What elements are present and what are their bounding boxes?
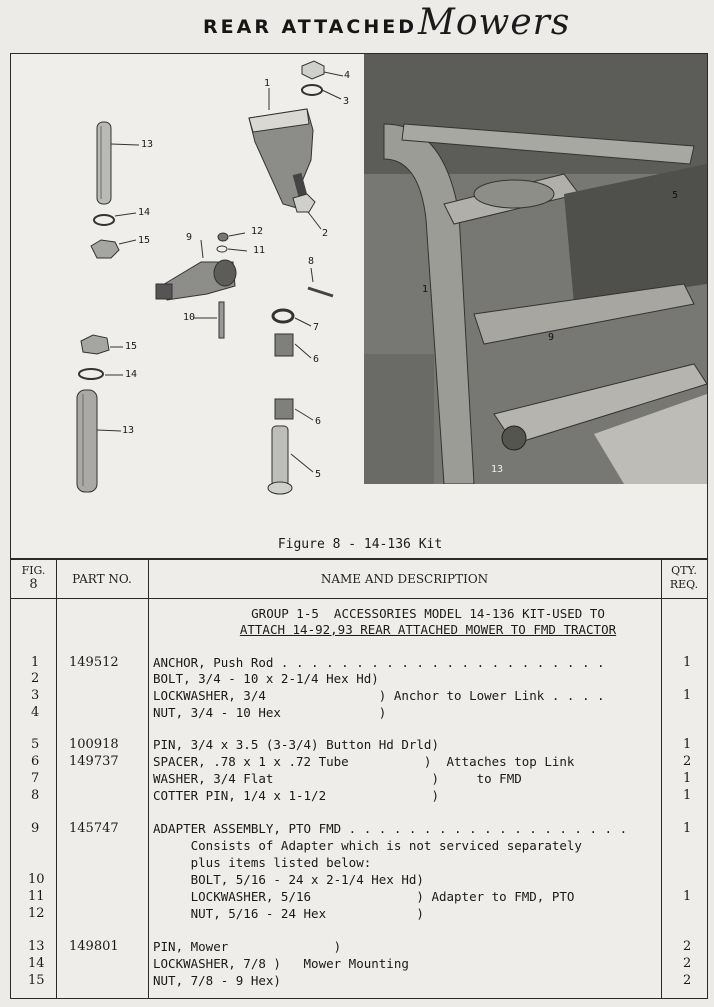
photo-callout-1: 1 (422, 284, 429, 295)
group-title-line-1: GROUP 1-5 ACCESSORIES MODEL 14-136 KIT-USED TO (251, 606, 605, 621)
header-fig (11, 564, 56, 592)
fig-number: 14 (28, 956, 45, 971)
fig-number: 9 (31, 821, 40, 836)
description: ADAPTER ASSEMBLY, PTO FMD . . . . . . . . . . . . . . . . . . . (153, 821, 628, 836)
description: COTTER PIN, 1/4 x 1-1/2 ) (153, 788, 439, 803)
callout-6-lower: 6 (315, 416, 322, 427)
callout-1: 1 (264, 78, 271, 89)
fig-number: 5 (31, 737, 40, 752)
figure-caption: Figure 8 - 14-136 Kit (277, 537, 443, 552)
header-qty-label: QTY. (671, 564, 697, 577)
part-number: 145747 (69, 821, 119, 836)
description: BOLT, 5/16 - 24 x 2-1/4 Hex Hd) (153, 872, 424, 887)
callout-12: 12 (251, 226, 264, 237)
photo-callout-13: 13 (491, 464, 504, 475)
callout-13-upper: 13 (141, 139, 154, 150)
callout-14-upper: 14 (138, 207, 151, 218)
description: Consists of Adapter which is not serviced separately (153, 838, 582, 853)
description: WASHER, 3/4 Flat ) to FMD (153, 771, 522, 786)
column-divider (56, 560, 57, 998)
description: plus items listed below: (153, 855, 372, 870)
description: SPACER, .78 x 1 x .72 Tube ) Attaches top Link (153, 754, 575, 769)
callout-7: 7 (313, 322, 320, 333)
photo-illustration (364, 54, 707, 484)
callout-6-upper: 6 (313, 354, 320, 365)
quantity: 2 (683, 939, 692, 954)
callout-9: 9 (186, 232, 193, 243)
header-divider (11, 598, 707, 599)
callout-11: 11 (253, 245, 266, 256)
header-part-no: PART NO. (72, 572, 132, 586)
tractor-hitch-photo (364, 54, 707, 484)
part-number: 100918 (69, 737, 119, 752)
description: NUT, 7/8 - 9 Hex) (153, 973, 281, 988)
quantity: 2 (683, 956, 692, 971)
description: LOCKWASHER, 3/4 ) Anchor to Lower Link . . . . (153, 688, 605, 703)
callout-4: 4 (344, 70, 351, 81)
callout-14-lower: 14 (125, 369, 138, 380)
fig-number: 6 (31, 754, 40, 769)
group-title-line-2: ATTACH 14-92,93 REAR ATTACHED MOWER TO FMD TRACTOR (239, 622, 617, 637)
photo-callout-9: 9 (548, 332, 555, 343)
parts-table (10, 559, 708, 999)
quantity: 1 (683, 688, 692, 703)
callout-2: 2 (322, 228, 329, 239)
callout-15-upper: 15 (138, 235, 151, 246)
header-name-description: NAME AND DESCRIPTION (320, 572, 489, 586)
quantity: 1 (683, 655, 692, 670)
quantity: 2 (683, 754, 692, 769)
fig-number: 12 (28, 906, 45, 921)
fig-number: 3 (31, 688, 40, 703)
quantity: 2 (683, 973, 692, 988)
description: PIN, 3/4 x 3.5 (3-3/4) Button Hd Drld) (153, 737, 439, 752)
description: LOCKWASHER, 7/8 ) Mower Mounting (153, 956, 409, 971)
callout-5: 5 (315, 469, 322, 480)
part-number: 149801 (69, 939, 119, 954)
fig-number: 7 (31, 771, 40, 786)
header-title: REAR ATTACHED (203, 16, 417, 38)
quantity: 1 (683, 821, 692, 836)
quantity: 1 (683, 771, 692, 786)
part-number: 149512 (69, 655, 119, 670)
description: BOLT, 3/4 - 10 x 2-1/4 Hex Hd) (153, 671, 379, 686)
fig-number: 1 (31, 655, 40, 670)
photo-callout-5: 5 (672, 190, 679, 201)
description: PIN, Mower ) (153, 939, 342, 954)
description: NUT, 3/4 - 10 Hex ) (153, 705, 387, 720)
header-req-label: REQ. (669, 578, 699, 591)
callout-3: 3 (343, 96, 350, 107)
fig-number: 2 (31, 671, 40, 686)
figure-box (10, 53, 708, 559)
description: LOCKWASHER, 5/16 ) Adapter to FMD, PTO (153, 889, 575, 904)
callout-15-lower: 15 (125, 341, 138, 352)
description: NUT, 5/16 - 24 Hex ) (153, 906, 424, 921)
part-number: 149737 (69, 754, 119, 769)
fig-number: 8 (31, 788, 40, 803)
fig-number: 13 (28, 939, 45, 954)
callout-13-lower: 13 (122, 425, 135, 436)
header-qty (661, 564, 707, 592)
quantity: 1 (683, 889, 692, 904)
header-fig-number: 8 (29, 577, 38, 592)
header-script-title: Mowers (418, 2, 571, 43)
quantity: 1 (683, 737, 692, 752)
callout-10: 10 (183, 312, 196, 323)
page-header (0, 4, 714, 48)
header-fig-label: FIG. (21, 564, 46, 577)
description: ANCHOR, Push Rod . . . . . . . . . . . . . . . . . . . . . . (153, 655, 605, 670)
fig-number: 10 (28, 872, 45, 887)
fig-number: 11 (28, 889, 45, 904)
callout-8: 8 (308, 256, 315, 267)
quantity: 1 (683, 788, 692, 803)
fig-number: 15 (28, 973, 45, 988)
fig-number: 4 (31, 705, 40, 720)
